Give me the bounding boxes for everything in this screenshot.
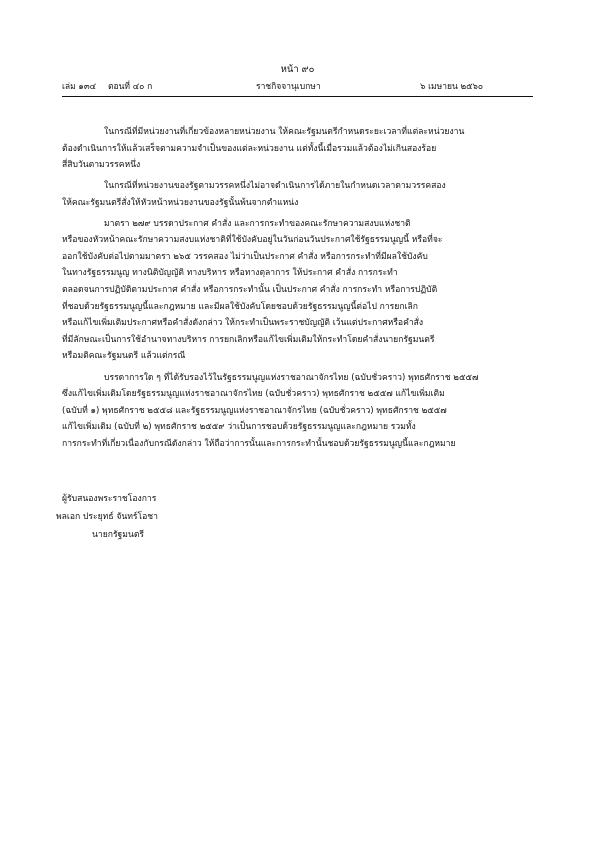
text-line: บรรดาการใด ๆ ที่ได้รับรองไว้ในรัฐธรรมนูญแห่งราชอาณาจักรไทย (ฉบับชั่วคราว) พุทธศักราช ๒๕๕๗ xyxy=(104,373,479,383)
section-label: ตอนที่ ๔๐ ก xyxy=(108,82,153,92)
gazette-date: ๖ เมษายน ๒๕๖๐ xyxy=(420,82,484,92)
countersign-label: ผู้รับสนองพระราชโองการ xyxy=(62,494,157,504)
text-line: ในกรณีที่หน่วยงานของรัฐตามวรรคหนึ่งไม่อาจดำเนินการได้ภายในกำหนดเวลาตามวรรคสอง xyxy=(104,181,446,191)
header-divider xyxy=(62,96,533,97)
text-line: หรือของหัวหน้าคณะรักษาความสงบแห่งชาติที่ใช้บังคับอยู่ในวันก่อนวันประกาศใช้รัฐธรรมนูญนี้ หรือที่จะ xyxy=(62,235,443,245)
volume-label: เล่ม ๑๓๔ xyxy=(62,82,97,92)
page-number: หน้า ๙๐ xyxy=(280,64,315,75)
text-line: ในทางรัฐธรรมนูญ ทางนิติบัญญัติ ทางบริหาร หรือทางตุลาการ ให้ประกาศ คำสั่ง การกระทำ xyxy=(62,268,398,278)
text-line: หรือมติคณะรัฐมนตรี แล้วแต่กรณี xyxy=(62,351,186,361)
signatory-name: พลเอก ประยุทธ์ จันทร์โอชา xyxy=(56,512,158,522)
text-line: ในกรณีที่มีหน่วยงานที่เกี่ยวข้องหลายหน่วยงาน ให้คณะรัฐมนตรีกำหนดระยะเวลาที่แต่ละหน่วยงาน xyxy=(104,127,465,137)
text-line: การกระทำที่เกี่ยวเนื่องกับกรณีดังกล่าว ให้ถือว่าการนั้นและการกระทำนั้นชอบด้วยรัฐธรรมนูญนี้และกฎหมาย xyxy=(62,439,456,449)
text-line: หรือแก้ไขเพิ่มเติมประกาศหรือคำสั่งดังกล่าว ให้กระทำเป็นพระราชบัญญัติ เว้นแต่ประกาศหรือคำสั่ง xyxy=(62,318,424,328)
section-279-heading: มาตรา ๒๗๙ บรรดาประกาศ คำสั่ง และการกระทำของคณะรักษาความสงบแห่งชาติ xyxy=(104,219,411,229)
signatory-title: นายกรัฐมนตรี xyxy=(92,530,145,540)
text-line: (ฉบับที่ ๑) พุทธศักราช ๒๕๕๘ และรัฐธรรมนูญแห่งราชอาณาจักรไทย (ฉบับชั่วคราว) พุทธศักราช ๒๕๕๗ xyxy=(62,406,447,416)
gazette-header xyxy=(62,79,533,93)
text-line: ต้องดำเนินการให้แล้วเสร็จตามความจำเป็นของแต่ละหน่วยงาน แต่ทั้งนี้เมื่อรวมแล้วต้องไม่เกินสองร้อย xyxy=(62,144,437,154)
text-line: แก้ไขเพิ่มเติม (ฉบับที่ ๒) พุทธศักราช ๒๕๕๙ ว่าเป็นการชอบด้วยรัฐธรรมนูญและกฎหมาย รวมทั้ง xyxy=(62,422,416,432)
text-line: ออกใช้บังคับต่อไปตามมาตรา ๒๖๕ วรรคสอง ไม่ว่าเป็นประกาศ คำสั่ง หรือการกระทำที่มีผลใช้บังคับ xyxy=(62,252,428,262)
text-line: ที่ชอบด้วยรัฐธรรมนูญนี้และกฎหมาย และมีผลใช้บังคับโดยชอบด้วยรัฐธรรมนูญนี้ต่อไป การยกเลิก xyxy=(62,302,418,312)
text-line: ซึ่งแก้ไขเพิ่มเติมโดยรัฐธรรมนูญแห่งราชอาณาจักรไทย (ฉบับชั่วคราว) พุทธศักราช ๒๕๕๗ แก้ไขเพิ่มเติม xyxy=(62,389,445,399)
text-line: ที่มีลักษณะเป็นการใช้อำนาจทางบริหาร การยกเลิกหรือแก้ไขเพิ่มเติมให้กระทำโดยคำสั่งนายกรัฐมนตรี xyxy=(62,335,435,345)
text-line: ตลอดจนการปฏิบัติตามประกาศ คำสั่ง หรือการกระทำนั้น เป็นประกาศ คำสั่ง การกระทำ หรือการปฏิบัติ xyxy=(62,285,438,295)
text-line: ให้คณะรัฐมนตรีสั่งให้หัวหน้าหน่วยงานของรัฐนั้นพ้นจากตำแหน่ง xyxy=(62,198,299,208)
text-line: สี่สิบวันตามวรรคหนึ่ง xyxy=(62,160,141,170)
gazette-title: ราชกิจจานุเบกษา xyxy=(256,82,321,92)
